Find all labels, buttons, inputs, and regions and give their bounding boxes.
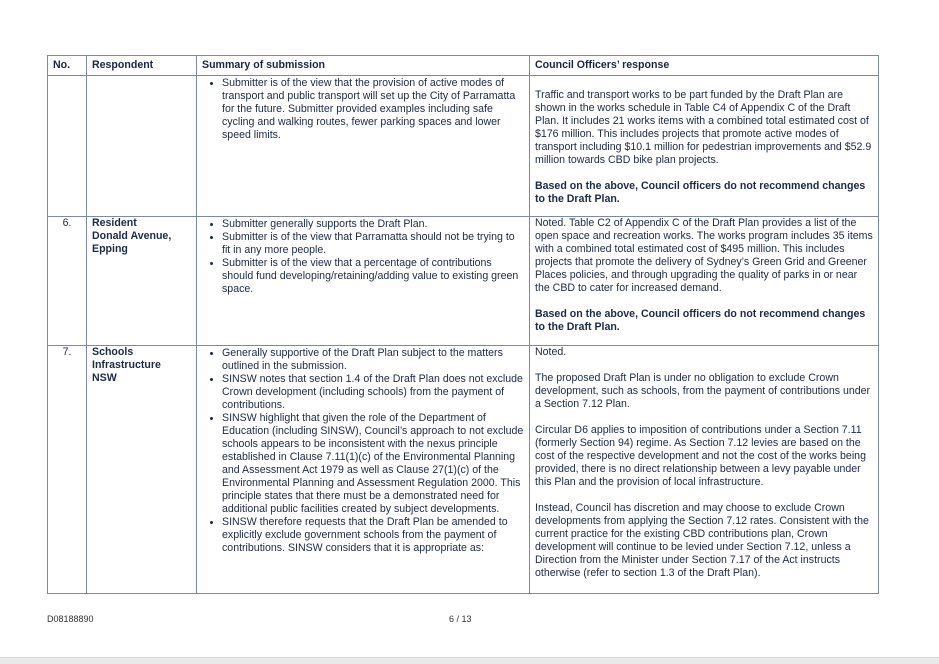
recommendation-text: Based on the above, Council officers do not recommend changes to the Draft Plan.	[535, 180, 866, 205]
respondent-line: Resident	[92, 217, 137, 229]
row-number: 7.	[48, 346, 87, 594]
summary-point: • Submitter is of the view that a percentage of contributions should fund developing/retaining/adding value to existing green space.	[222, 257, 524, 296]
summary-point: • Submitter is of the view that the provision of active modes of transport and public transport will set up the City of Parramatta for the future. Submitter provided examples including safe cycling and walking routes, fewer parking spaces and lower speed limits.	[222, 77, 524, 142]
response-paragraph: Instead, Council has discretion and may choose to exclude Crown developments from applying the Section 7.12 rates. Consistent with the current practice for the existing CBD contributions plan, Crown development will continue to be levied under Section 7.12, unless a Direction from the Minister under Section 7.17 of the Act instructs otherwise (refer to section 1.3 of the Draft Plan).	[535, 502, 869, 579]
response-cell	[530, 217, 879, 346]
response-cell	[530, 346, 879, 594]
header-response: Council Officers’ response	[530, 56, 879, 76]
respondent-line: NSW	[92, 372, 117, 384]
respondent-line: Epping	[92, 243, 128, 255]
summary-point: • Submitter generally supports the Draft Plan.	[222, 218, 524, 231]
submissions-table	[47, 55, 879, 594]
respondent-line: Donald Avenue,	[92, 230, 172, 242]
table-row	[48, 346, 879, 594]
page-edge	[0, 657, 939, 664]
header-no: No.	[48, 56, 87, 76]
summary-cell	[197, 346, 530, 594]
summary-cell	[197, 76, 530, 217]
respondent-line: Schools	[92, 346, 134, 358]
respondent-line: Infrastructure	[92, 359, 161, 371]
header-respondent: Respondent	[87, 56, 197, 76]
response-paragraph: Noted. Table C2 of Appendix C of the Draft Plan provides a list of the open space and recreation works. The works program includes 35 items with a combined total estimated cost of $495 million. This includes projects that promote the delivery of Sydney’s Green Grid and Greener Places policies, and through upgrading the quality of parks in or near the CBD to cater for increased demand.	[535, 217, 873, 294]
table-row	[48, 76, 879, 217]
summary-point: • Submitter is of the view that Parramatta should not be trying to fit in any more people.	[222, 231, 524, 257]
response-paragraph: Circular D6 applies to imposition of contributions under a Section 7.11 (formerly Section 94) regime. As Section 7.12 levies are based on the cost of the respective development and not the cost of the works being provided, there is no direct relationship between a levy payable under this Plan and the provision of local infrastructure.	[535, 424, 866, 488]
response-cell	[530, 76, 879, 217]
page-number: 6 / 13	[449, 614, 472, 624]
summary-point: • SINSW highlight that given the role of the Department of Education (including SINSW), Council’s approach to not exclude schools appears to be inconsistent with the nexus principle established in Clause 7.11(1)(c) of the Environmental Planning and Assessment Act 1979 as well as Clause 27(1)(c) of the Environmental Planning and Assessment Regulation 2000. This principle states that there must be a demonstrated need for additional public facilities created by subject developments.	[222, 412, 524, 516]
table-row	[48, 217, 879, 346]
summary-list	[202, 347, 524, 555]
response-paragraph: The proposed Draft Plan is under no obligation to exclude Crown development, such as schools, from the payment of contributions under a Section 7.12 Plan.	[535, 372, 871, 410]
respondent-cell	[87, 217, 197, 346]
recommendation-text: Based on the above, Council officers do not recommend changes to the Draft Plan.	[535, 308, 866, 333]
summary-point: • SINSW therefore requests that the Draft Plan be amended to explicitly exclude government schools from the payment of contributions. SINSW considers that it is appropriate as:	[222, 516, 524, 555]
response-paragraph: Traffic and transport works to be part funded by the Draft Plan are shown in the works schedule in Table C4 of Appendix C of the Draft Plan. It includes 21 works items with a combined total estimated cost of $176 million. This includes projects that promote active modes of transport including $10.1 million for pedestrian improvements and $52.9 million towards CBD bike plan projects.	[535, 89, 872, 166]
header-row	[48, 56, 879, 76]
header-summary: Summary of submission	[197, 56, 530, 76]
respondent-cell	[87, 346, 197, 594]
summary-cell	[197, 217, 530, 346]
summary-list	[202, 218, 524, 296]
summary-list	[202, 77, 524, 142]
summary-point: • Generally supportive of the Draft Plan subject to the matters outlined in the submission.	[222, 347, 524, 373]
document-id: D08188890	[47, 614, 94, 624]
row-number: 6.	[48, 217, 87, 346]
respondent-cell	[87, 76, 197, 217]
response-paragraph: Noted.	[535, 346, 567, 358]
summary-point: • SINSW notes that section 1.4 of the Draft Plan does not exclude Crown development (including schools) from the payment of contributions.	[222, 373, 524, 412]
row-number	[48, 76, 87, 217]
